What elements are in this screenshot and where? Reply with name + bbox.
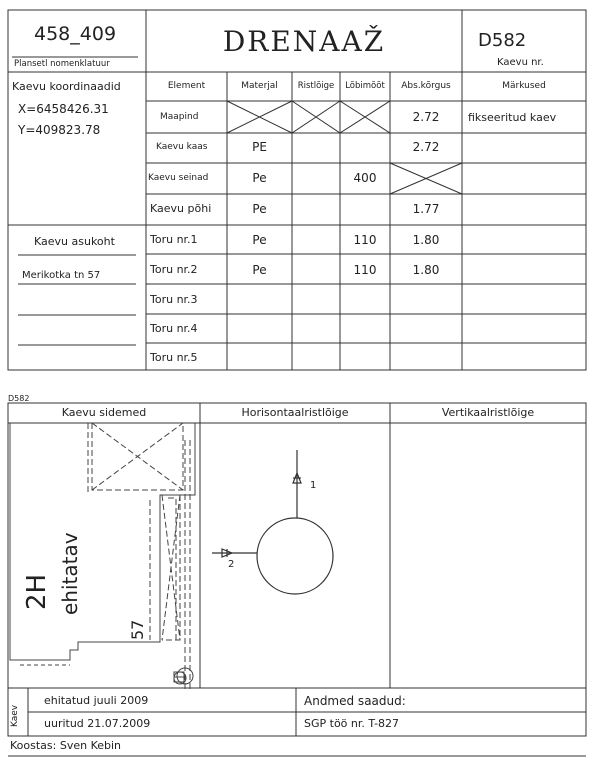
pipe-1-label: 1: [310, 480, 317, 491]
nomenclature-label: Plansetl nomenklatuur: [14, 59, 110, 69]
table-row-diameter: 400: [353, 171, 377, 185]
well-circle: [257, 518, 333, 594]
table-row-material: Pe: [252, 171, 267, 185]
table-row-element: Maapind: [160, 112, 199, 122]
data-source-label: Andmed saadud:: [304, 694, 406, 708]
coordinates-heading: Kaevu koordinaadid: [12, 80, 121, 93]
table-row-diameter: 110: [353, 233, 377, 247]
coordinate-y: Y=409823.78: [18, 123, 101, 137]
survey-job: SGP töö nr. T-827: [304, 717, 400, 730]
table-row-diameter: 110: [353, 263, 377, 277]
table-row-element: Kaevu seinad: [148, 173, 209, 183]
table-row-abs: 1.77: [412, 202, 440, 216]
col-header-element: Element: [167, 81, 206, 91]
side-label: Kaev: [10, 704, 20, 727]
table-row-element: Toru nr.2: [150, 263, 198, 276]
built-date: ehitatud juuli 2009: [44, 694, 149, 707]
table-row-material: Pe: [252, 202, 267, 216]
building-status: ehitatav: [58, 532, 82, 615]
surveyed-date: uuritud 21.07.2009: [44, 717, 151, 730]
col-header-material: Materjal: [241, 81, 278, 91]
table-row-abs: 1.80: [412, 263, 440, 277]
table-row-material: Pe: [252, 263, 267, 277]
location-heading: Kaevu asukoht: [34, 235, 115, 248]
col-header-diameter: Lõbimõõt: [345, 81, 385, 91]
col-header-notes: Märkused: [502, 81, 546, 91]
house-number: 57: [128, 619, 147, 640]
table-row-element: Toru nr.4: [150, 322, 198, 335]
nomenclature-code: 458_409: [34, 23, 117, 45]
table-row-element: Toru nr.5: [150, 351, 198, 364]
table-row-material: PE: [252, 140, 267, 154]
location-address: Merikotka tn 57: [22, 270, 101, 281]
drawing-tag: D582: [8, 394, 30, 403]
panel-horizontal-heading: Horisontaalristlõige: [241, 406, 349, 419]
building-code-holder: [18, 570, 52, 610]
panel-vertical-heading: Vertikaalristlõige: [441, 406, 535, 419]
table-row-abs: 2.72: [412, 140, 440, 154]
table-row-abs: 2.72: [412, 110, 440, 124]
col-header-abs-height: Abs.kõrgus: [401, 81, 451, 91]
table-row-element: Kaevu põhi: [150, 202, 212, 215]
table-row-element: Kaevu kaas: [156, 142, 208, 152]
pipe-2-label: 2: [228, 559, 235, 570]
page-title: DRENAAŽ: [222, 25, 386, 58]
coordinate-x: X=6458426.31: [18, 102, 109, 116]
compiled-by: Koostas: Sven Kebin: [10, 739, 122, 752]
col-header-cross-section: Ristlõige: [297, 81, 335, 91]
table-row-element: Toru nr.1: [150, 233, 198, 246]
panel-links-heading: Kaevu sidemed: [61, 406, 147, 419]
well-code: D582: [478, 30, 527, 51]
well-number-label: Kaevu nr.: [497, 57, 544, 68]
table-row-abs: 1.80: [412, 233, 440, 247]
table-row-element: Toru nr.3: [150, 293, 198, 306]
building-code: 2H: [22, 573, 52, 610]
table-row-note: fikseeritud kaev: [468, 111, 557, 124]
table-row-material: Pe: [252, 233, 267, 247]
